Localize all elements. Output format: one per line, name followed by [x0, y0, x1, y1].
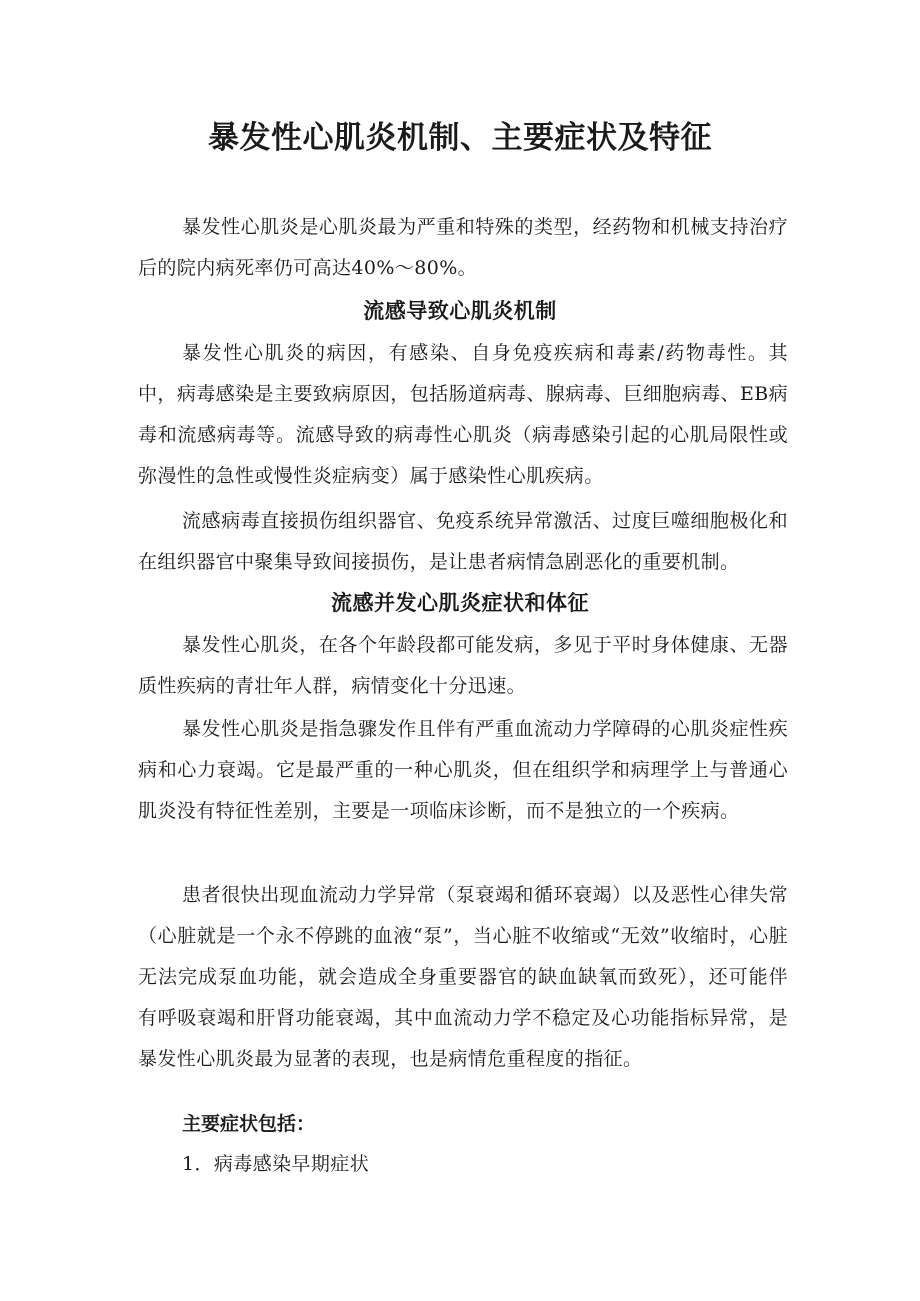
- section-heading-symptoms: 流感并发心肌炎症状和体征: [331, 591, 589, 615]
- symptoms-paragraph-2: 暴发性心肌炎是指急骤发作且伴有严重血流动力学障碍的心肌炎症性疾病和心力衰竭。它是最严重的一种心肌炎，但在组织学和病理学上与普通心肌炎没有特征性差别，主要是一项临床诊断，而不是独立的一个疾病。: [138, 718, 788, 822]
- intro-paragraph: 暴发性心肌炎是心肌炎最为严重和特殊的类型，经药物和机械支持治疗后的院内病死率仍可高达40%～80%。: [138, 216, 788, 279]
- mechanism-paragraph-2: 流感病毒直接损伤组织器官、免疫系统异常激活、过度巨噬细胞极化和在组织器官中聚集导致间接损伤，是让患者病情急剧恶化的重要机制。: [138, 510, 788, 573]
- symptoms-list-label: 主要症状包括：: [182, 1113, 316, 1135]
- symptoms-paragraph-3: 患者很快出现血流动力学异常（泵衰竭和循环衰竭）以及恶性心律失常（心脏就是一个永不停跳的血液“泵”，当心脏不收缩或“无效”收缩时，心脏无法完成泵血功能，就会造成全身重要器官的缺血缺氧而致死），还可能伴有呼吸衰竭和肝肾功能衰竭，其中血流动力学不稳定及心功能指标异常，是暴发性心肌炎最为显著的表现，也是病情危重程度的指征。: [138, 884, 788, 1070]
- section-heading-mechanism: 流感导致心肌炎机制: [363, 299, 557, 323]
- symptoms-paragraph-1: 暴发性心肌炎，在各个年龄段都可能发病，多见于平时身体健康、无器质性疾病的青壮年人群，病情变化十分迅速。: [138, 634, 788, 697]
- document-title: 暴发性心肌炎机制、主要症状及特征: [208, 120, 712, 156]
- symptom-list-item: 1．病毒感染早期症状: [182, 1153, 370, 1175]
- mechanism-paragraph-1: 暴发性心肌炎的病因，有感染、自身免疫疾病和毒素/药物毒性。其中，病毒感染是主要致病原因，包括肠道病毒、腺病毒、巨细胞病毒、EB病毒和流感病毒等。流感导致的病毒性心肌炎（病毒感染引起的心肌局限性或弥漫性的急性或慢性炎症病变）属于感染性心肌疾病。: [138, 342, 788, 487]
